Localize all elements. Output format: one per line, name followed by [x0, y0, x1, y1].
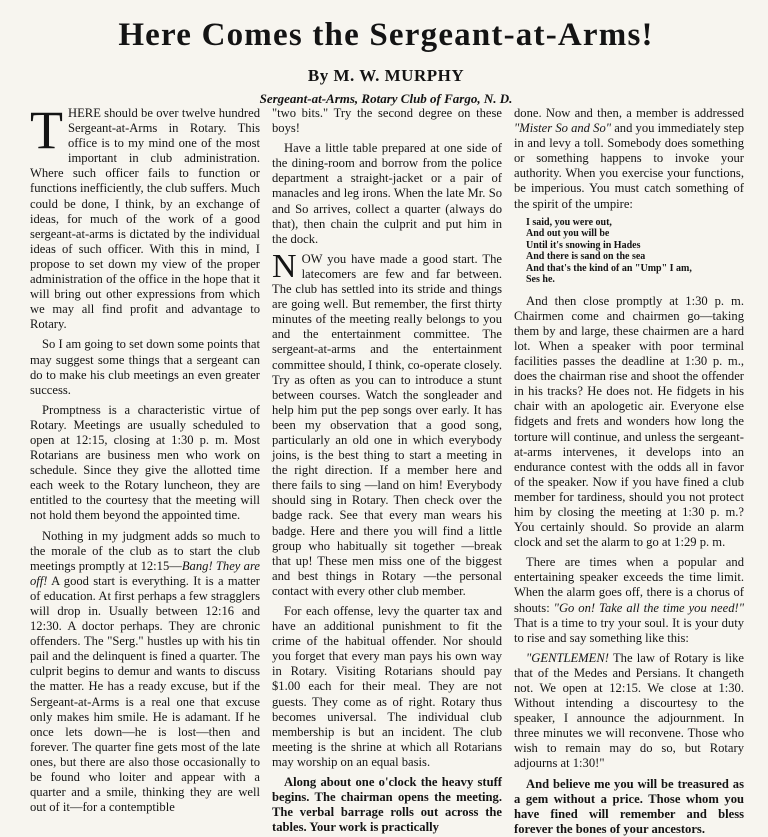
paragraph: And believe me you will be treasured as a gem without a price. Those whom you have fined will remember and bless forever the bones of your ancestors.	[514, 776, 744, 836]
paragraph-text: Nothing in my judgment adds so much to the morale of the club as to start the club meetings promptly at 12:15—	[30, 528, 260, 573]
paragraph	[514, 555, 744, 646]
emphasis-text: "GENTLEMEN!	[526, 650, 609, 665]
article-body	[30, 100, 746, 836]
paragraph	[272, 247, 503, 599]
verse-line: Until it's snowing in Hades	[526, 239, 641, 251]
author-affiliation: Sergeant-at-Arms, Rotary Club of Fargo, N. D.	[259, 91, 513, 106]
verse-line: Ses he.	[526, 274, 555, 286]
paragraph: "two bits." Try the second degree on these boys!	[272, 106, 502, 136]
paragraph: For each offense, levy the quarter tax and have an additional punishment to fit the crime of the habitual offender. Nor should you forget that every man pays his own way in Rotary. Visiting Rotarians should pay $1.00 each for their meal. They are not guests. They come as of right. Rotary thus becomes universal. The individual club membership is but an incident. The club meeting is the shrine at which all Rotarians may worship on an equal basis.	[272, 604, 502, 769]
paragraph	[30, 100, 260, 332]
paragraph	[514, 651, 744, 772]
paragraph-text: done. Now and then, a member is addressed	[514, 106, 744, 120]
verse-line: And out you will be	[526, 228, 610, 240]
drop-cap: N	[272, 247, 297, 285]
paragraph-text: There are times when a popular and entertaining speaker exceeds the time limit. When the alarm goes off, there is a chorus of shouts:	[514, 555, 744, 615]
paragraph-text: OW you have made a good start. The latecomers are few and far between. The club has settled into its stride and things are going well. But remember, the first thirty minutes of the meeting really belongs to you and the entertainment committee. The sergeant-at-arms and the entertainment committee should, I think, co-operate closely. Try as often as you can to introduce a stunt between courses. Watch the songleader and help him put the pep songs over early. It has been my observation that a good song, particularly an old one in which everybody joins, is the best thing to start a meeting in the right direction. If a member here and there fails to sing —land on him! Everybody should sing in Rotary. Then check over the badge rack. See that every man wears his badge. Here and there you will find a little group who habitually sit together —break that up! These men miss one of the biggest and best things in Rotary —the personal contact with every other club member.	[272, 251, 503, 598]
paragraph	[30, 529, 260, 816]
verse-line: And that's the kind of an "Ump" I am,	[526, 262, 692, 274]
drop-cap: T	[30, 100, 63, 160]
verse-line: I said, you were out,	[526, 216, 612, 228]
article-title: Here Comes the Sergeant-at-Arms!	[118, 17, 654, 53]
paragraph: And then close promptly at 1:30 p. m. Chairmen come and chairmen go—taking them by and large, these chairmen are a hard lot. When a speaker with poor terminal facilities passes the deadline at 1:30 p. m., does the chairman rise and shoot the offender in his tracks? He does not. He fidgets in his chair with an apologetic air. Everyone else fidgets and frets and wonders how long the torture will continue, and unless the sergeant-at-arms intervenes, it develops into an endurance contest with the odds all in favor of the speaker. Now if you have fined a club member for tardiness, should you not protect him by closing the meeting at 1:30 p. m.? You certainly should. So provide an alarm clock and set the alarm to go at 1:29 p. m.	[514, 293, 744, 550]
column-2	[272, 106, 503, 835]
paragraph: Promptness is a characteristic virtue of Rotary. Meetings are usually scheduled to open at 12:15, closing at 1:30 p. m. Most Rotarians are business men who work on schedule. Since they give the allotted time each week to the Rotary luncheon, they are entitled to the courtesy that the meeting will not hold them beyond the appointed time.	[30, 402, 260, 523]
emphasis-text: "Mister So and So"	[514, 121, 612, 136]
umpire-verse	[526, 217, 744, 286]
paragraph-text: and you immediately step in and levy a toll. Somebody does something or something happens to invoke your authority. When you exercise your functions, be imperious. You must catch something of the spirit of the umpire:	[514, 121, 744, 211]
column-1	[30, 100, 260, 815]
paragraph-text: A good start is everything. It is a matter of education. At first perhaps a few stragglers will drop in. Usually between 12:16 and 12:30. A doctor perhaps. They are chronic offenders. The "Serg." hustles up with his tin pail and the delinquent is fined a quarter. The culprit begins to demur and wants to discuss the matter. He has a ready excuse, but if the Sergeant-at-Arms is a real one that excuse only makes him smile. He is adamant. If he once lets down—he is lost—then and forever. The quarter fine gets most of the late ones, but there are also those occasionally to be found who loiter and appear with a quarter and a smile, thinking they are well out of it—for a contemptible	[30, 573, 260, 815]
paragraph: Along about one o'clock the heavy stuff begins. The chairman opens the meeting. The verbal barrage rolls out across the tables. Your work is practically	[272, 775, 502, 835]
emphasis-text: "Go on! Take all the time you need!"	[553, 600, 744, 615]
column-3	[514, 106, 744, 836]
paragraph-text: The law of Rotary is like that of the Medes and Persians. It changeth not. We open at 12:15. We close at 1:30. Without intending a discourtesy to the speaker, I announce the adjournment. In three minutes we will reconvene. Those who wish to remain may do so, but Rotary adjourns at 1:30!"	[514, 650, 744, 771]
paragraph	[514, 106, 744, 212]
paragraph-text: That is a time to try your soul. It is your duty to rise and say something like this:	[514, 615, 744, 645]
paragraph: Have a little table prepared at one side of the dining-room and borrow from the police department a straight-jacket or a pair of manacles and leg irons. When the late Mr. So and So arrives, collect a quarter (always do that), then chain the culprit and put him in the dock.	[272, 141, 502, 246]
paragraph: So I am going to set down some points that may suggest some things that a sergeant can do to make his club meetings an even greater success.	[30, 337, 260, 397]
emphasis-text: Bang! They are off!	[30, 558, 260, 588]
article-byline: By M. W. MURPHY	[307, 66, 465, 85]
paragraph-text: HERE should be over twelve hundred Sergeant-at-Arms in Rotary. This office is to my mind one of the most important in club administration. Where such officer fails to function or functions inefficiently, the club suffers. Much could be done, I think, by an exchange of ideas, for much of the work of a good sergeant-at-arms is dictated by the individual ideas of such officer. With this in mind, I propose to set down my view of the proper administration of the office in the hope that it will bring out other expressions from which we may all find profit and advantage to Rotary.	[30, 106, 260, 332]
verse-line: And there is sand on the sea	[526, 251, 646, 263]
